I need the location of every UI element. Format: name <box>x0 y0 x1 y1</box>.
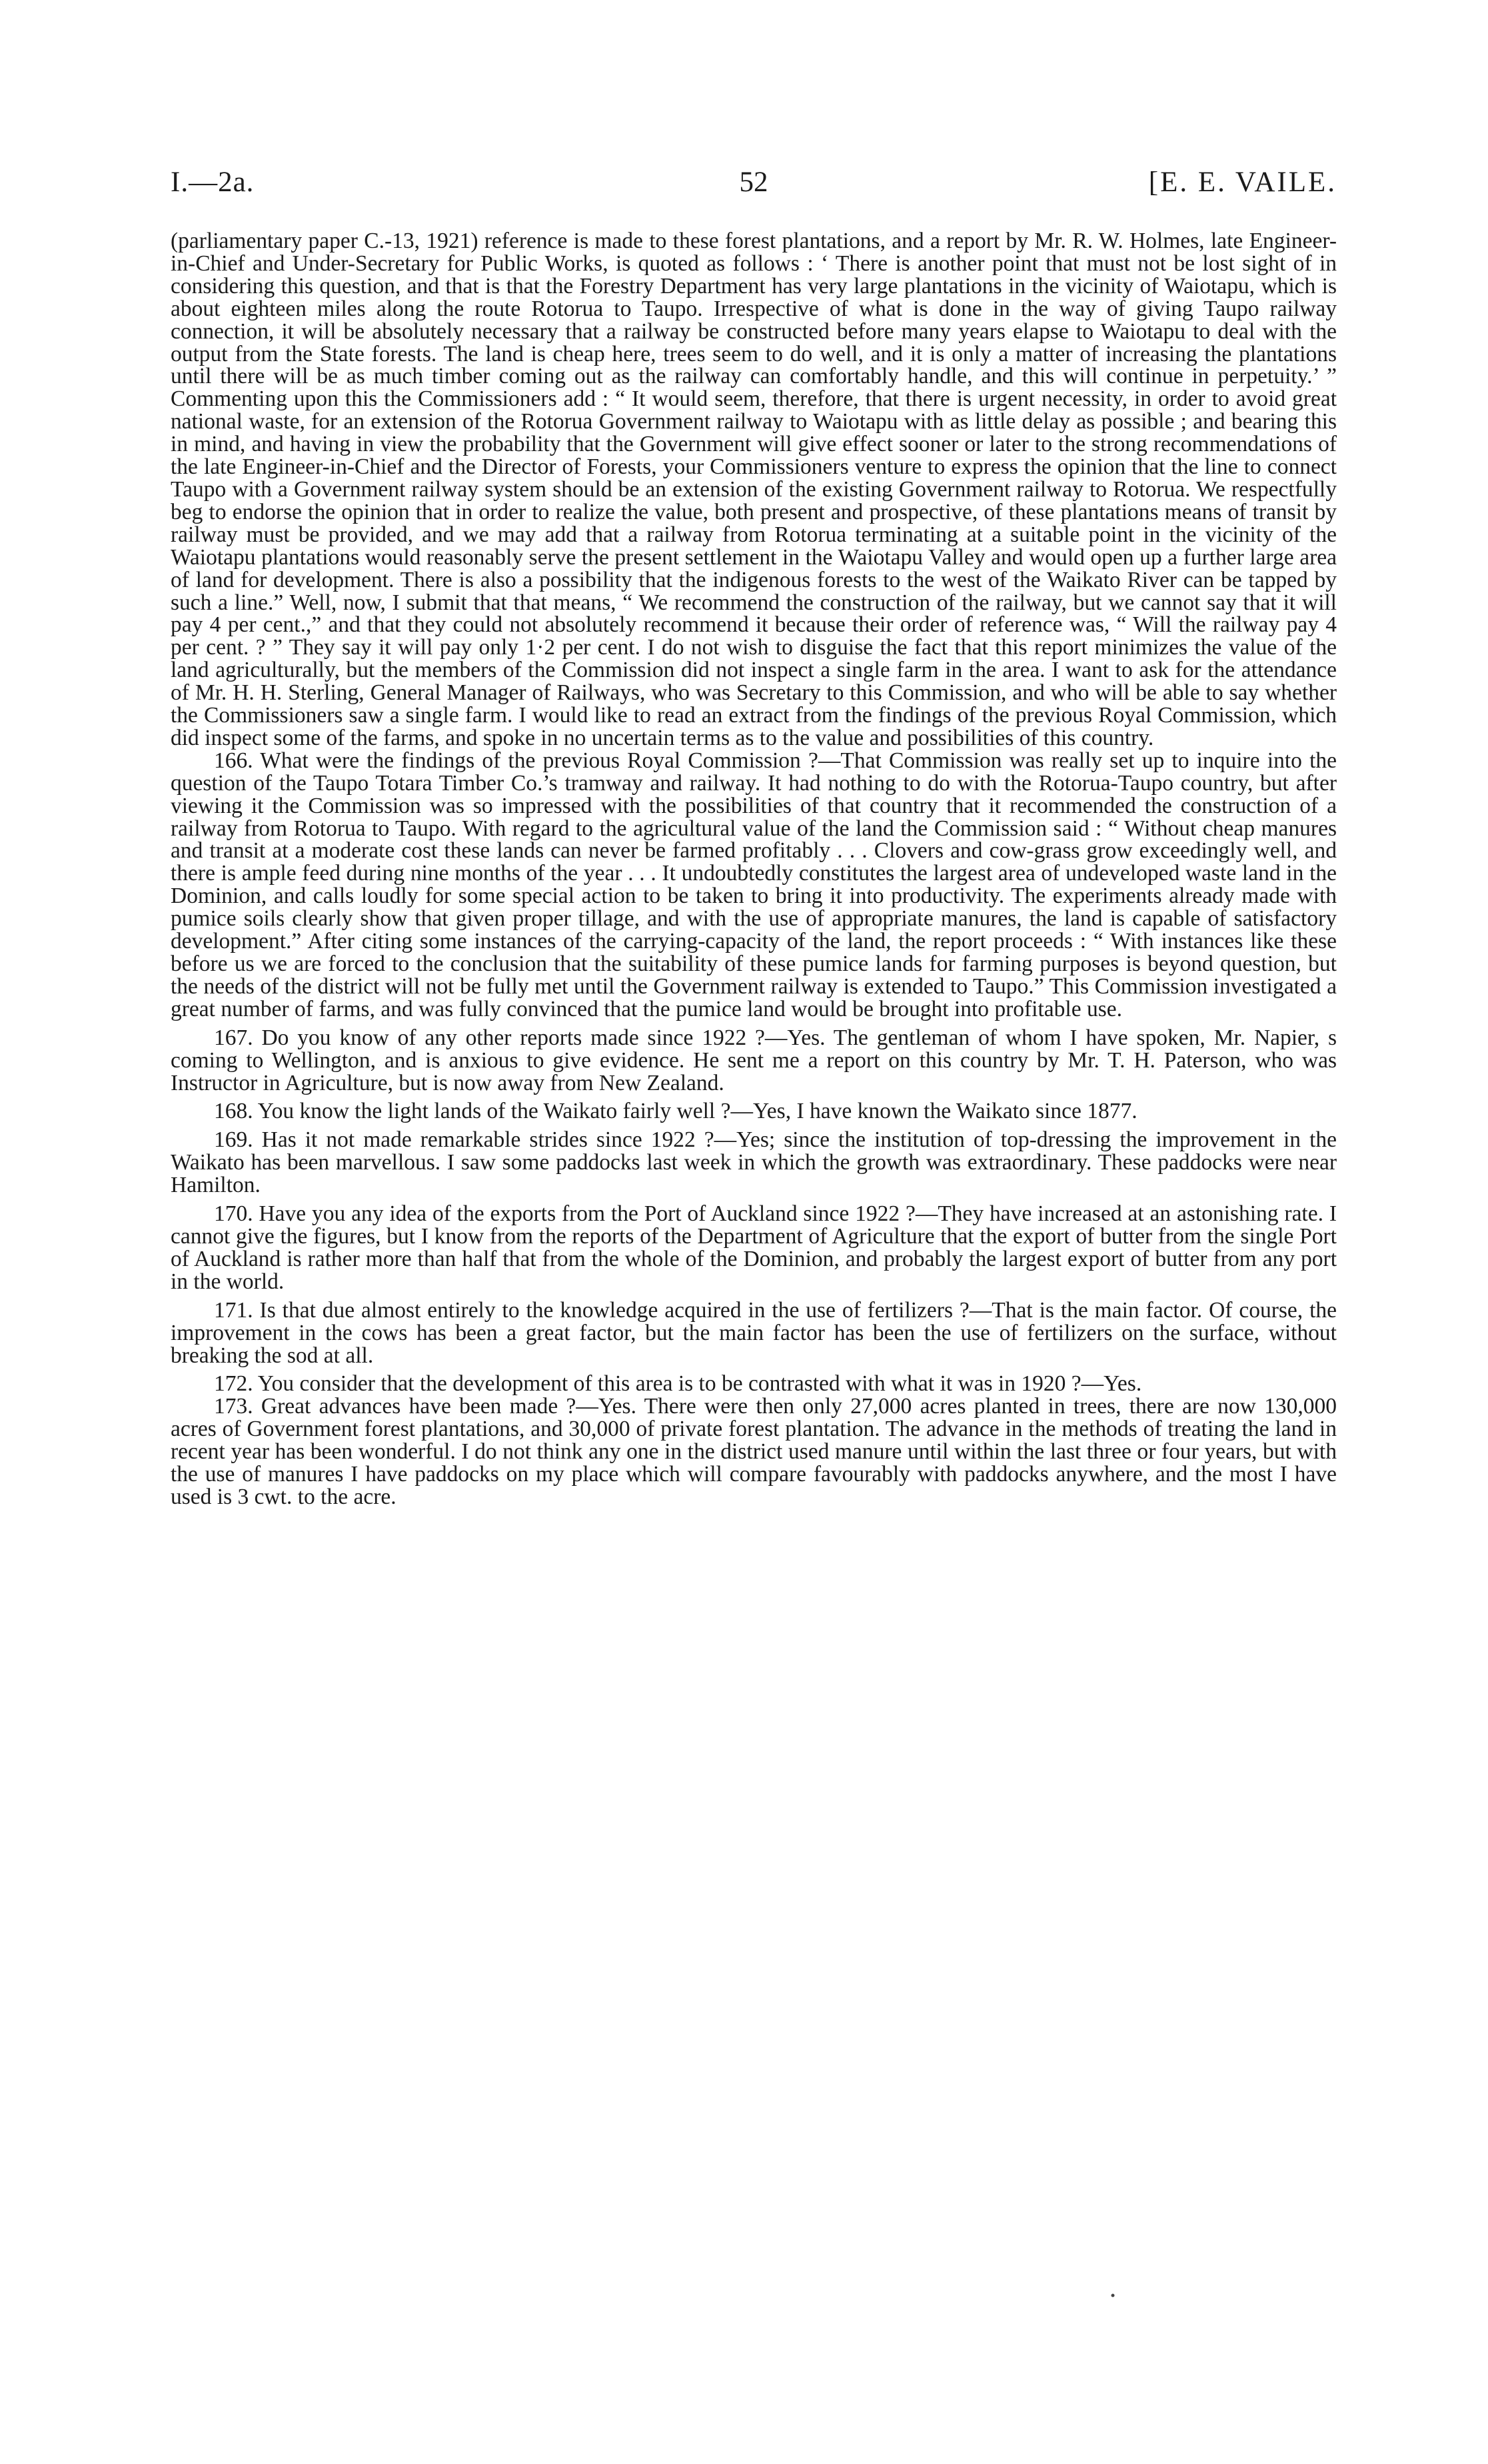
ink-speck <box>1110 2292 1116 2299</box>
question-172: 172. You consider that the development of this area is to be contrasted with what it was in 1920 ?—Yes. <box>214 1371 1142 1397</box>
question-173: 173. Great advances have been made ?—Yes. There were then only 27,000 acres planted in trees, there are now 130,000 acres of Government forest plantations, and 30,000 of private forest plantation. The advance in the methods of treating the land in recent year has been wonderful. I do not think any one in the district used manure until within the last three or four years, but with the use of manures I have paddocks on my place which will compare favourably with paddocks anywhere, and the most I have used is 3 cwt. to the acre. <box>171 1394 1337 1509</box>
page-header <box>171 163 1337 203</box>
paragraph-continuation: (parliamentary paper C.-13, 1921) reference is made to these forest plantations, and a report by Mr. R. W. Holmes, late Engineer-in-Chief and Under-Secretary for Public Works, is quoted as follows : ‘ There is another point that must not be lost sight of in considering this question, and that is that the Forestry Department has very large plantations in the vicinity of Waiotapu, which is about eighteen miles along the route Rotorua to Taupo. Irrespective of what is done in the way of giving Taupo railway connection, it will be absolutely necessary that a railway be constructed before many years elapse to Waiotapu to deal with the output from the State forests. The land is cheap here, trees seem to do well, and it is only a matter of increasing the plantations until there will be as much timber coming out as the railway can comfortably handle, and this will continue in perpetuity.’ ” Commenting upon this the Commissioners add : “ It would seem, therefore, that there is urgent necessity, in order to avoid great national waste, for an extension of the Rotorua Government railway to Waiotapu with as little delay as possible ; and bearing this in mind, and having in view the probability that the Government will give effect sooner or later to the strong recommendations of the late Engineer-in-Chief and the Director of Forests, your Commissioners venture to express the opinion that the line to connect Taupo with a Government railway system should be an extension of the existing Government railway to Rotorua. We respectfully beg to endorse the opinion that in order to realize the value, both present and prospective, of these plantations means of transit by railway must be provided, and we may add that a railway from Rotorua terminating at a suitable point in the vicinity of the Waiotapu plantations would reasonably serve the present settlement in the Waiotapu Valley and would open up a further large area of land for development. There is also a possibility that the indigenous forests to the west of the Waikato River can be tapped by such a line.” Well, now, I submit that that means, “ We recommend the construction of the railway, but we cannot say that it will pay 4 per cent.,” and that they could not absolutely recommend it because their order of reference was, “ Will the railway pay 4 per cent. ? ” They say it will pay only 1·2 per cent. I do not wish to disguise the fact that this report minimizes the value of the land agriculturally, but the members of the Commission did not inspect a single farm in the area. I want to ask for the attendance of Mr. H. H. Sterling, General Manager of Railways, who was Secretary to this Commission, and who will be able to say whether the Commissioners saw a single farm. I would like to read an extract from the findings of the previous Royal Commission, which did inspect some of the farms, and spoke in no uncertain terms as to the value and possibilities of this country. <box>171 229 1337 750</box>
page-number: 52 <box>739 167 768 198</box>
question-166: 166. What were the findings of the previous Royal Commission ?—That Commission was really set up to inquire into the question of the Taupo Totara Timber Co.’s tramway and railway. It had nothing to do with the Rotorua-Taupo country, but after viewing it the Commission was so impressed with the possibilities of that country that it recommended the construction of a railway from Rotorua to Taupo. With regard to the agricultural value of the land the Commission said : “ Without cheap manures and transit at a moderate cost these lands can never be farmed profitably . . . Clovers and cow-grass grow exceedingly well, and there is ample feed during nine months of the year . . . It undoubtedly constitutes the largest area of undeveloped waste land in the Dominion, and calls loudly for some special action to be taken to bring it into productivity. The experiments already made with pumice soils clearly show that given proper tillage, and with the use of appropriate manures, the land is capable of satisfactory development.” After citing some instances of the carrying-capacity of the land, the report proceeds : “ With instances like these before us we are forced to the conclusion that the suitability of these pumice lands for farming purposes is beyond question, but the needs of the district will not be fully met until the Government railway is extended to Taupo.” This Commission investigated a great number of farms, and was fully convinced that the pumice land would be brought into profitable use. <box>171 748 1337 1021</box>
document-code: I.—2a. <box>171 167 255 198</box>
question-170: 170. Have you any idea of the exports from the Port of Auckland since 1922 ?—They have increased at an astonishing rate. I cannot give the figures, but I know from the reports of the Department of Agriculture that the export of butter from the single Port of Auckland is rather more than half that from the whole of the Dominion, and probably the largest export of butter from any port in the world. <box>171 1201 1337 1294</box>
question-167: 167. Do you know of any other reports made since 1922 ?—Yes. The gentleman of whom I have spoken, Mr. Napier, s coming to Wellington, and is anxious to give evidence. He sent me a report on this country by Mr. T. H. Paterson, who was Instructor in Agriculture, but is now away from New Zealand. <box>171 1025 1337 1095</box>
witness-name: [E. E. VAILE. <box>1148 167 1337 198</box>
question-171: 171. Is that due almost entirely to the knowledge acquired in the use of fertilizers ?—That is the main factor. Of course, the improvement in the cows has been a great factor, but the main factor has been the use of fertilizers on the surface, without breaking the sod at all. <box>171 1297 1337 1368</box>
question-168: 168. You know the light lands of the Waikato fairly well ?—Yes, I have known the Waikato since 1877. <box>214 1099 1137 1124</box>
page-body <box>171 230 1337 1509</box>
question-169: 169. Has it not made remarkable strides since 1922 ?—Yes; since the institution of top-dressing the improvement in the Waikato has been marvellous. I saw some paddocks last week in which the growth was extraordinary. These paddocks were near Hamilton. <box>171 1127 1337 1198</box>
